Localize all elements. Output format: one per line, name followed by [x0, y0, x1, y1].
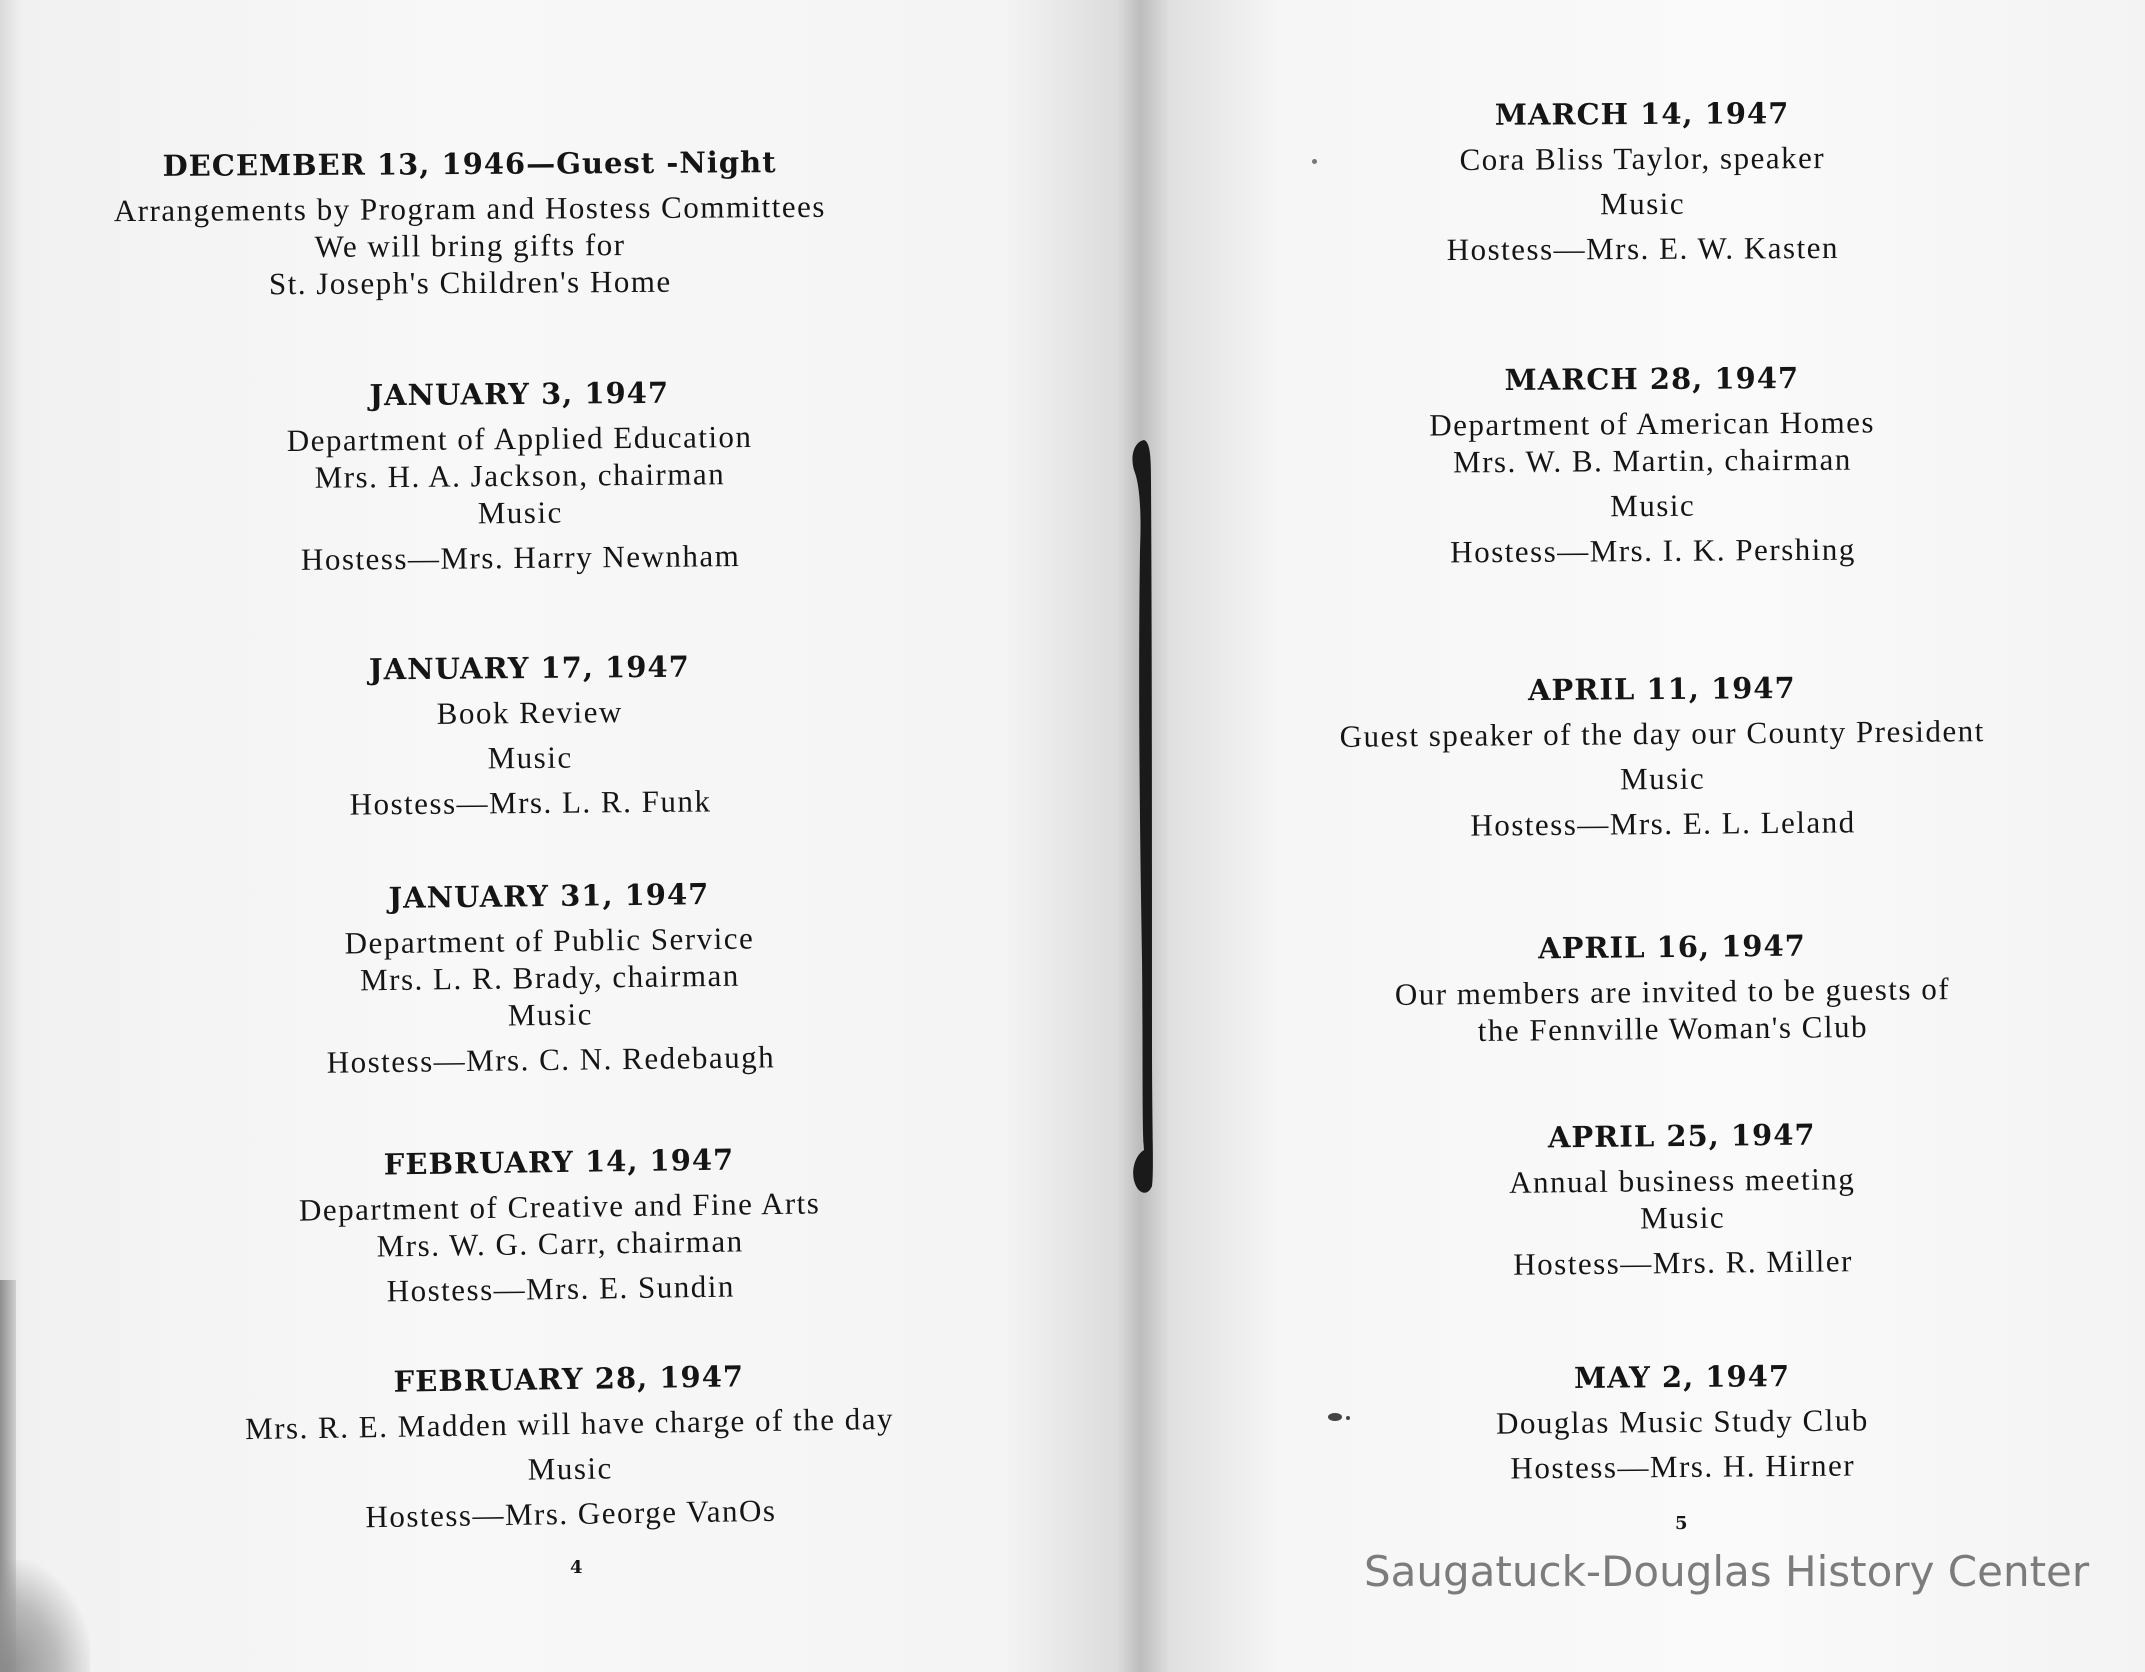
event-line: Department of Creative and Fine Arts	[298, 1185, 821, 1228]
event-line: Hostess—Mrs. George VanOs	[365, 1492, 777, 1535]
event-line: Douglas Music Study Club	[1495, 1402, 1869, 1441]
event-line: Music	[1610, 487, 1696, 524]
event-line: Mrs. W. G. Carr, chairman	[376, 1223, 744, 1264]
ink-speck	[1346, 1416, 1350, 1420]
event-date: APRIL 16, 1947	[1537, 928, 1807, 966]
event-line: Mrs. L. R. Brady, chairman	[359, 957, 740, 998]
event-line: We will bring gifts for	[314, 227, 626, 264]
event-line: Department of Public Service	[344, 920, 755, 961]
event-date: MARCH 14, 1947	[1494, 96, 1790, 132]
event-line: Hostess—Mrs. H. Hirner	[1510, 1447, 1856, 1486]
event-line: Hostess—Mrs. I. K. Pershing	[1450, 531, 1856, 570]
right-page	[1140, 0, 2145, 1672]
event-line: Music	[527, 1450, 613, 1487]
event-april-16	[1169, 928, 2145, 1064]
binding-thread	[1128, 440, 1156, 1200]
event-march-14	[1140, 97, 2145, 280]
event-line: Book Review	[436, 694, 623, 731]
event-line: Cora Bliss Taylor, speaker	[1459, 140, 1826, 177]
event-line: Mrs. W. B. Martin, chairman	[1452, 441, 1852, 480]
event-line: Music	[1639, 1199, 1726, 1236]
event-line: Hostess—Mrs. R. Miller	[1513, 1243, 1854, 1282]
event-line: Hostess—Mrs. C. N. Redebaugh	[326, 1039, 776, 1080]
event-line: Music	[487, 739, 573, 776]
event-line: Arrangements by Program and Hostess Committees	[113, 188, 827, 229]
event-line: Music	[477, 494, 563, 531]
event-line: Our members are invited to be guests of	[1394, 971, 1951, 1012]
ink-speck	[1312, 159, 1317, 164]
event-line: Hostess—Mrs. E. W. Kasten	[1446, 229, 1840, 268]
event-january-3	[109, 376, 931, 590]
event-date: APRIL 11, 1947	[1527, 670, 1796, 708]
event-line: Department of Applied Education	[286, 418, 753, 459]
event-march-28	[1149, 361, 2145, 583]
event-line: Mrs. R. E. Madden will have charge of the day	[244, 1400, 895, 1447]
ink-speck	[1328, 1413, 1342, 1421]
event-date: JANUARY 17, 1947	[368, 649, 690, 687]
event-line: Annual business meeting	[1508, 1161, 1856, 1200]
event-line: Hostess—Mrs. E. L. Leland	[1470, 804, 1856, 843]
corner-shadow	[0, 1560, 90, 1672]
event-line: St. Joseph's Children's Home	[268, 263, 672, 302]
event-line: Music	[1619, 760, 1706, 797]
event-line: Hostess—Mrs. E. Sundin	[386, 1268, 736, 1309]
event-date: JANUARY 31, 1947	[388, 877, 710, 915]
event-date: FEBRUARY 14, 1947	[383, 1142, 735, 1182]
event-line: Guest speaker of the day our County President	[1339, 713, 1985, 754]
event-april-11	[1159, 671, 2145, 858]
event-date: MARCH 28, 1947	[1504, 360, 1800, 398]
event-line: Music	[1599, 185, 1686, 222]
event-date: DECEMBER 13, 1946—Guest -Night	[162, 145, 777, 183]
page-number: 4	[570, 1557, 583, 1578]
watermark: Saugatuck-Douglas History Center	[1364, 1547, 2090, 1596]
event-february-28	[159, 1359, 982, 1550]
event-december-13	[60, 147, 881, 314]
event-line: Hostess—Mrs. L. R. Funk	[349, 783, 712, 822]
event-line: the Fennville Woman's Club	[1477, 1008, 1869, 1049]
event-date: JANUARY 3, 1947	[369, 375, 670, 413]
event-date: APRIL 25, 1947	[1547, 1117, 1816, 1155]
event-date: MAY 2, 1947	[1573, 1359, 1791, 1395]
event-line: Hostess—Mrs. Harry Newnham	[300, 538, 741, 577]
event-january-31	[139, 877, 961, 1094]
event-january-17	[119, 650, 941, 835]
event-line: Mrs. H. A. Jackson, chairman	[314, 456, 726, 495]
event-date: FEBRUARY 28, 1947	[393, 1359, 745, 1399]
event-line: Music	[507, 996, 594, 1033]
event-february-14	[149, 1142, 971, 1323]
event-line: Department of American Homes	[1429, 404, 1876, 443]
page-number: 5	[1675, 1513, 1688, 1534]
event-april-25	[1179, 1117, 2145, 1298]
event-may-2	[1179, 1359, 2145, 1501]
